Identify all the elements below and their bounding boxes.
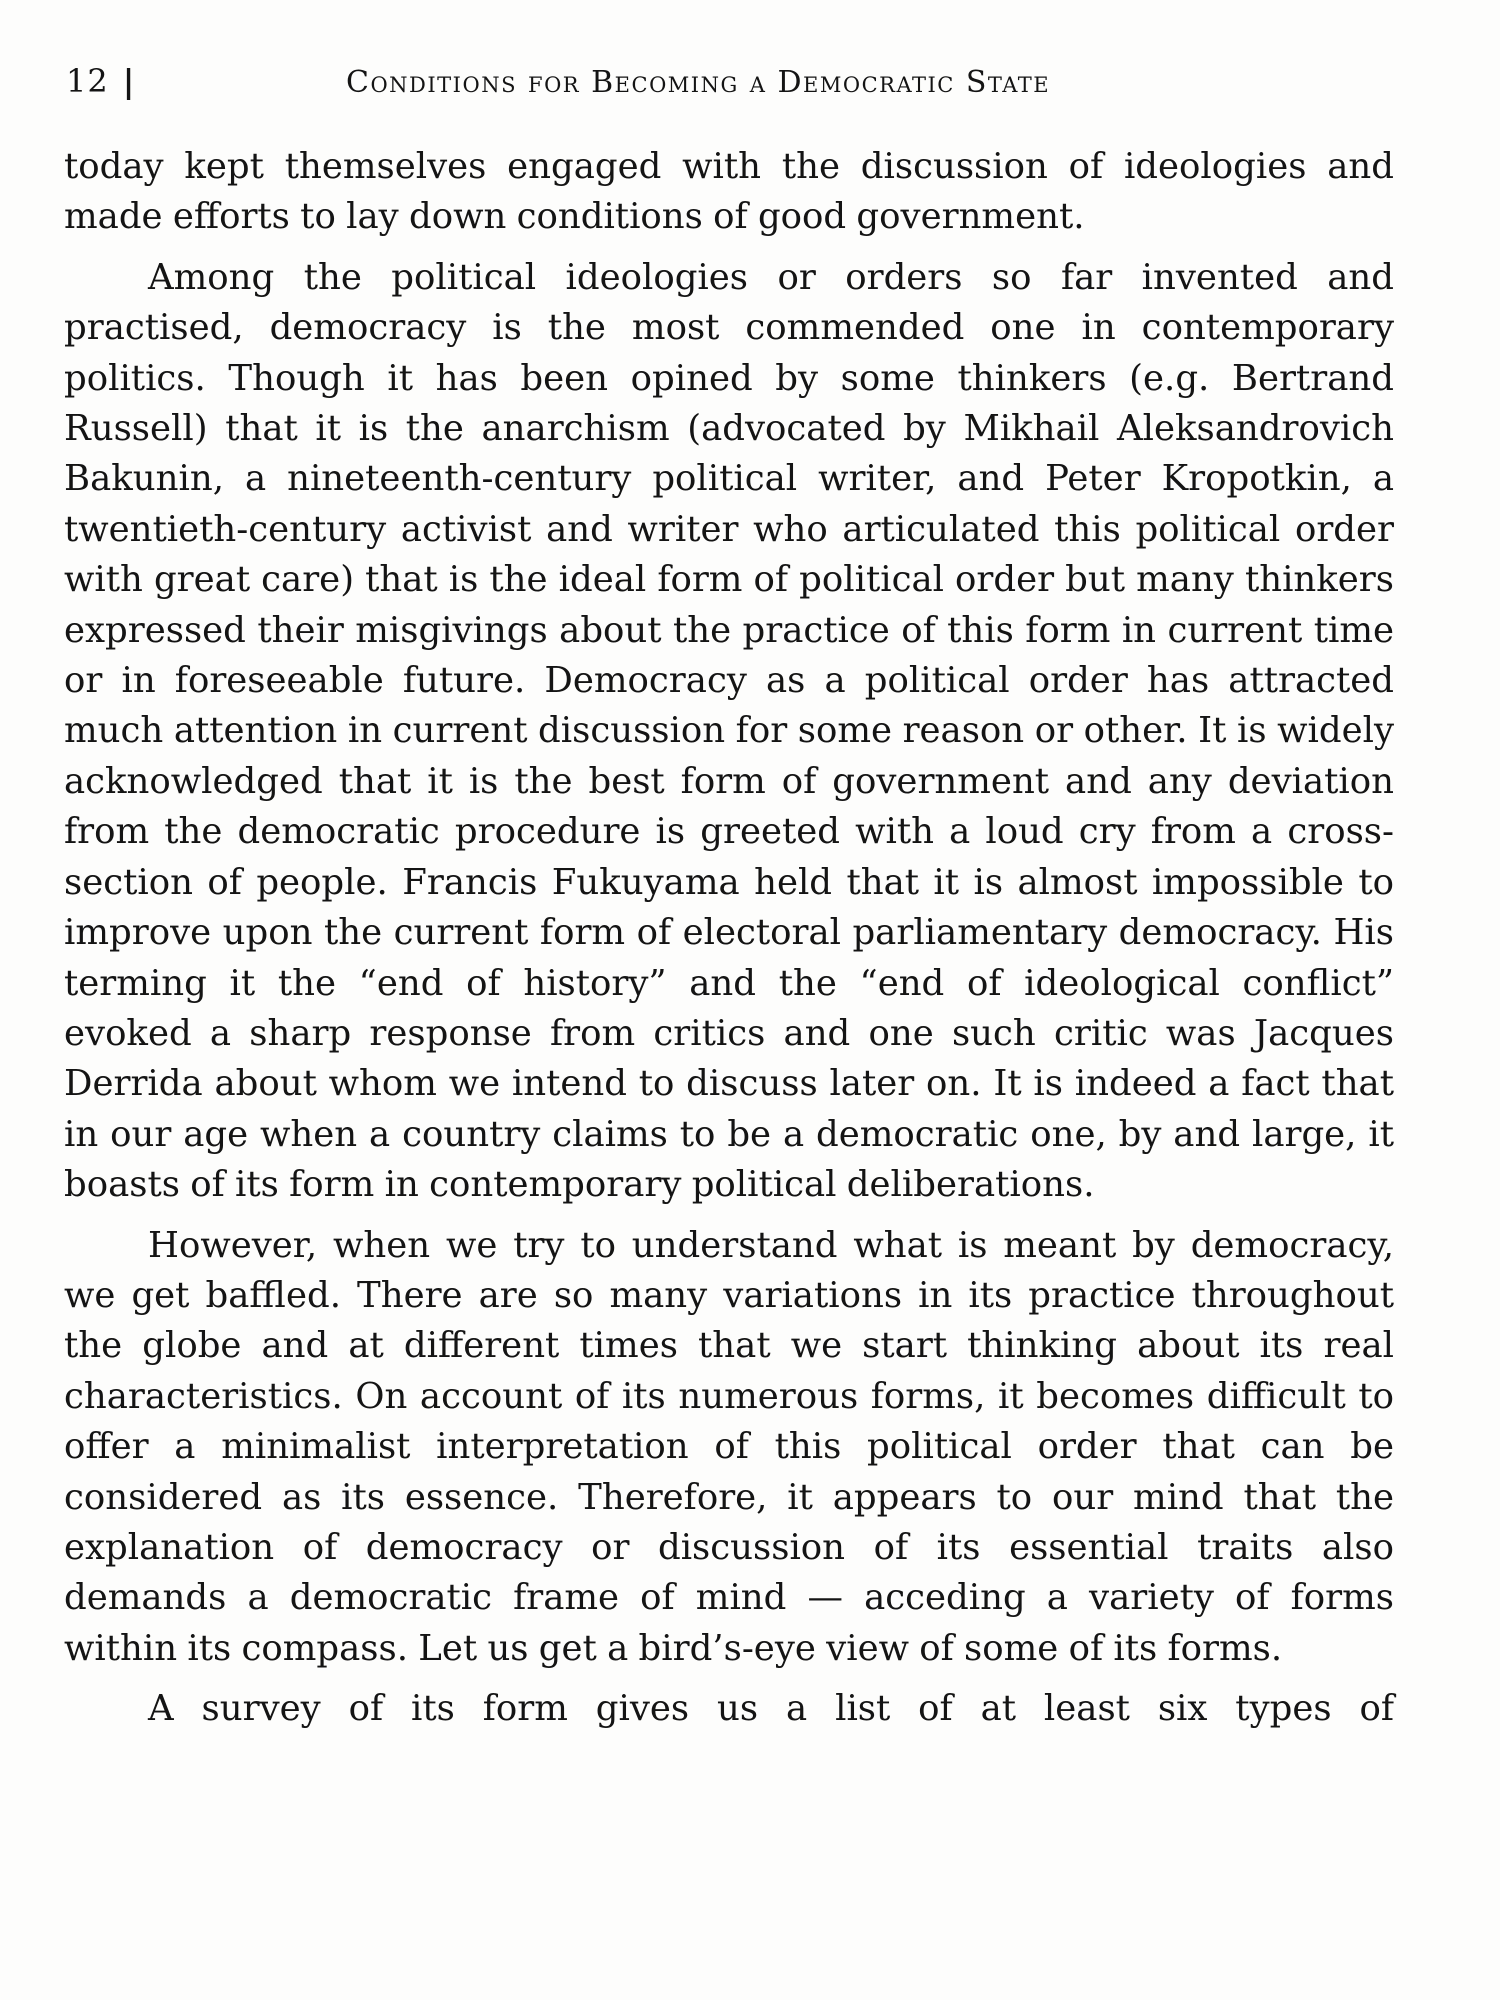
paragraph-survey-forms: A survey of its form gives us a list of at least six types of [148, 1688, 1394, 1730]
page-number-value: 12 [66, 62, 109, 100]
page-number [66, 62, 186, 100]
paragraph-democracy-commended: Among the political ideologies or orders so far invented and practised, democracy is the most commended one in contemporary politics. Though it has been opined by some thinkers (e.g. Bertrand Russell) that it is the anarchism (advocated by Mikhail Aleksandrovich Bakunin, a nineteenth-century political writer, and Peter Kropotkin, a twentieth-century activist and writer who articulated this political order with great care) that is the ideal form of political order but many thinkers expressed their misgivings about the practice of this form in current time or in foreseeable future. Democracy as a political order has attracted much attention in current discussion for some reason or other. It is widely acknowledged that it is the best form of government and any deviation from the democratic procedure is greeted with a loud cry from a cross-section of people. Francis Fukuyama held that it is almost impossible to improve upon the current form of electoral parliamentary democracy. His terming it the “end of history” and the “end of ideological conflict” evoked a sharp response from critics and one such critic was Jacques Derrida about whom we intend to discuss later on. It is indeed a fact that in our age when a country claims to be a democratic one, by and large, it boasts of its form in contemporary political deliberations. [64, 256, 1394, 1206]
running-header [66, 62, 1400, 112]
paragraph-democracy-baffled: However, when we try to understand what is meant by democracy, we get baffled. There are so many variations in its practice throughout the globe and at different times that we start thinking about its real characteristics. On account of its numerous forms, it becomes difficult to offer a minimalist interpretation of this political order that can be considered as its essence. Therefore, it appears to our mind that the explanation of democracy or discussion of its essential traits also demands a democratic frame of mind — acceding a variety of forms within its compass. Let us get a bird’s-eye view of some of its forms. [64, 1224, 1394, 1669]
header-separator: | [122, 62, 136, 100]
body-text [64, 142, 1394, 1745]
paragraph-continued: today kept themselves engaged with the discussion of ideologies and made efforts to lay down conditions of good government. [64, 146, 1394, 238]
running-title: Conditions for Becoming a Democratic State [346, 65, 1051, 100]
